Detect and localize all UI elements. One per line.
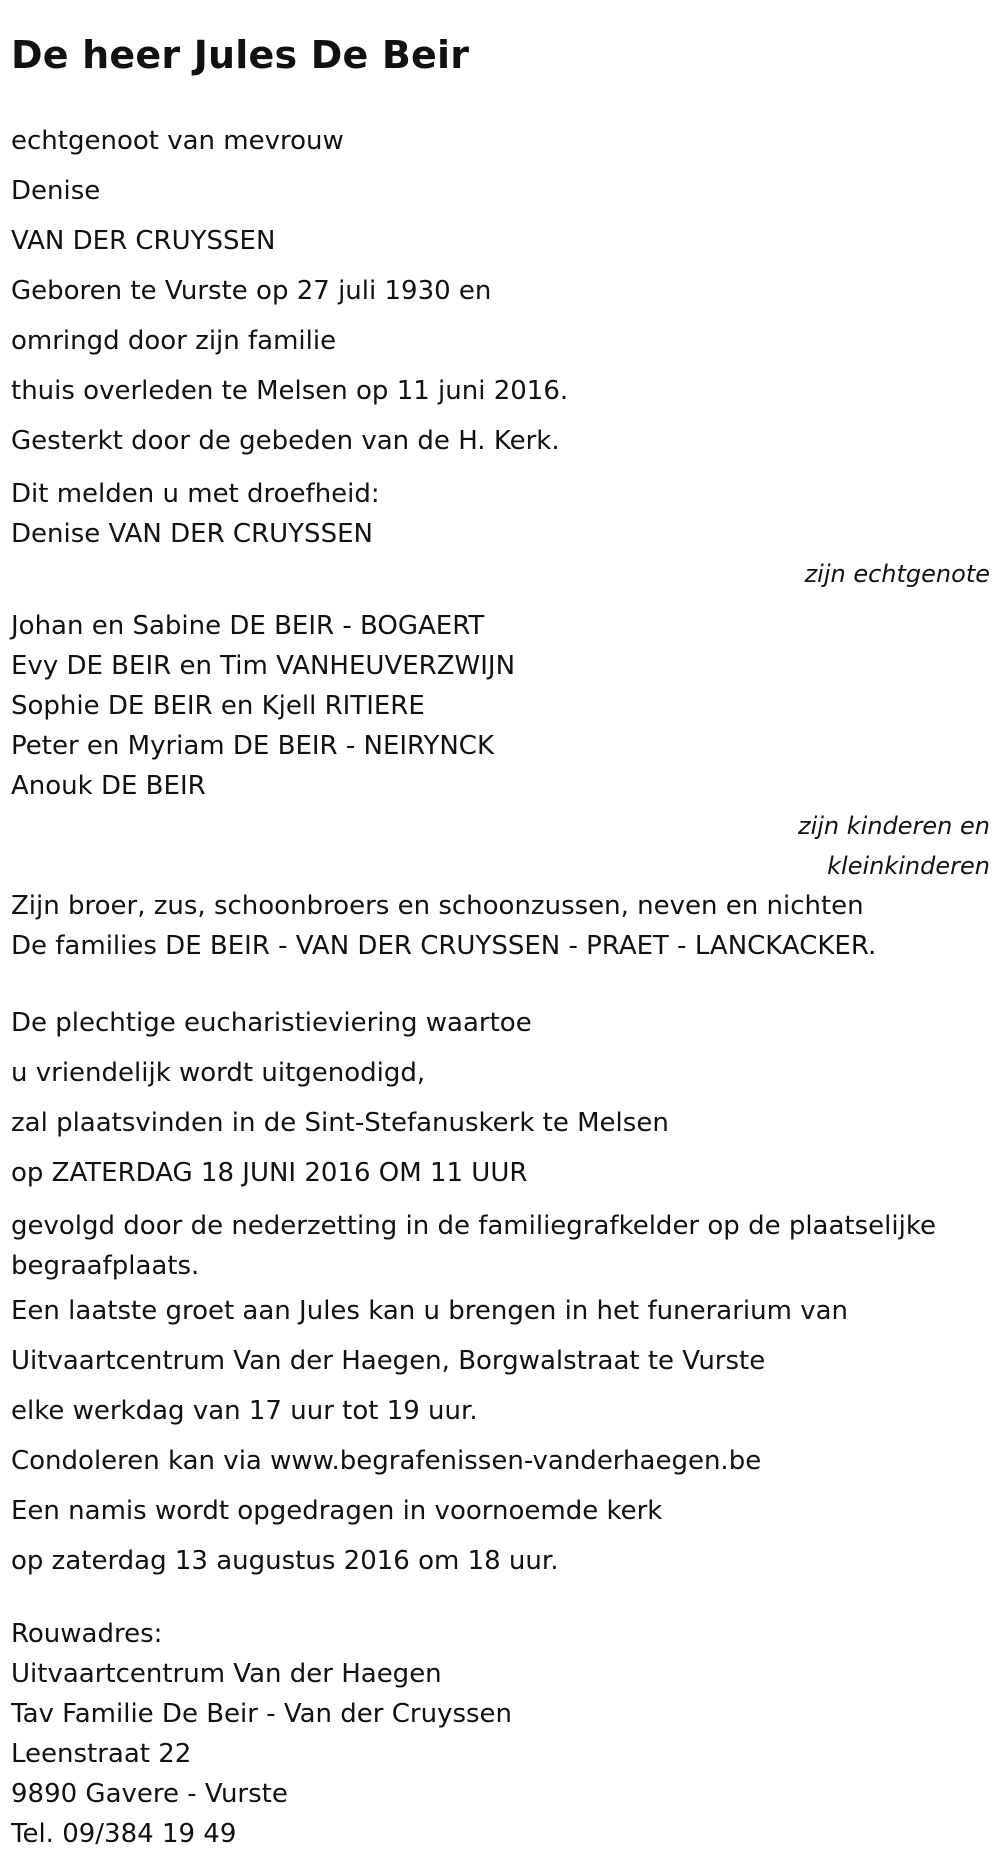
- intro-line: omringd door zijn familie: [11, 326, 337, 356]
- ceremony-line: op ZATERDAG 18 JUNI 2016 OM 11 UUR: [11, 1158, 528, 1188]
- intro-section: [11, 124, 990, 458]
- ceremony-line: op zaterdag 13 augustus 2016 om 18 uur.: [11, 1546, 559, 1576]
- intro-line: Denise: [11, 176, 101, 206]
- announce-label: Dit melden u met droefheid:: [11, 479, 380, 509]
- obituary-title: De heer Jules De Beir: [11, 33, 470, 77]
- intro-line: Geboren te Vurste op 27 juli 1930 en: [11, 276, 492, 306]
- child-line: Sophie DE BEIR en Kjell RITIERE: [11, 691, 425, 721]
- ceremony-line: Een laatste groet aan Jules kan u brengen in het funerarium van: [11, 1296, 848, 1326]
- relatives-line: Zijn broer, zus, schoonbroers en schoonzussen, neven en nichten: [11, 891, 864, 921]
- intro-line: thuis overleden te Melsen op 11 juni 2016.: [11, 376, 569, 406]
- address-line: Leenstraat 22: [11, 1739, 192, 1769]
- ceremony-section: [11, 1006, 990, 1578]
- ceremony-line: De plechtige eucharistieviering waartoe: [11, 1008, 532, 1038]
- spouse-role: zijn echtgenote: [804, 560, 990, 588]
- intro-line: VAN DER CRUYSSEN: [11, 226, 276, 256]
- ceremony-line: zal plaatsvinden in de Sint-Stefanuskerk te Melsen: [11, 1108, 669, 1138]
- relatives-line: De families DE BEIR - VAN DER CRUYSSEN - PRAET - LANCKACKER.: [11, 931, 877, 961]
- ceremony-line: Uitvaartcentrum Van der Haegen, Borgwalstraat te Vurste: [11, 1346, 766, 1376]
- ceremony-line: u vriendelijk wordt uitgenodigd,: [11, 1058, 426, 1088]
- address-phone: Tel. 09/384 19 49: [11, 1819, 237, 1849]
- ceremony-line: Een namis wordt opgedragen in voornoemde kerk: [11, 1496, 663, 1526]
- address-label: Rouwadres:: [11, 1619, 163, 1649]
- address-line: Tav Familie De Beir - Van der Cruyssen: [11, 1699, 513, 1729]
- family-section: [11, 474, 990, 966]
- intro-line: echtgenoot van mevrouw: [11, 126, 344, 156]
- address-section: [11, 1614, 990, 1854]
- condolence-line: Condoleren kan via www.begrafenissen-vanderhaegen.be: [11, 1446, 762, 1476]
- children-role: zijn kinderen en: [798, 812, 990, 840]
- address-line: Uitvaartcentrum Van der Haegen: [11, 1659, 442, 1689]
- children-role: kleinkinderen: [827, 852, 990, 880]
- ceremony-line: gevolgd door de nederzetting in de familiegrafkelder op de plaatselijke begraafplaats.: [11, 1211, 936, 1281]
- child-line: Johan en Sabine DE BEIR - BOGAERT: [11, 611, 485, 641]
- ceremony-line: elke werkdag van 17 uur tot 19 uur.: [11, 1396, 478, 1426]
- child-line: Evy DE BEIR en Tim VANHEUVERZWIJN: [11, 651, 516, 681]
- address-line: 9890 Gavere - Vurste: [11, 1779, 288, 1809]
- child-line: Peter en Myriam DE BEIR - NEIRYNCK: [11, 731, 494, 761]
- child-line: Anouk DE BEIR: [11, 771, 206, 801]
- intro-line: Gesterkt door de gebeden van de H. Kerk.: [11, 426, 560, 456]
- spouse-name: Denise VAN DER CRUYSSEN: [11, 519, 373, 549]
